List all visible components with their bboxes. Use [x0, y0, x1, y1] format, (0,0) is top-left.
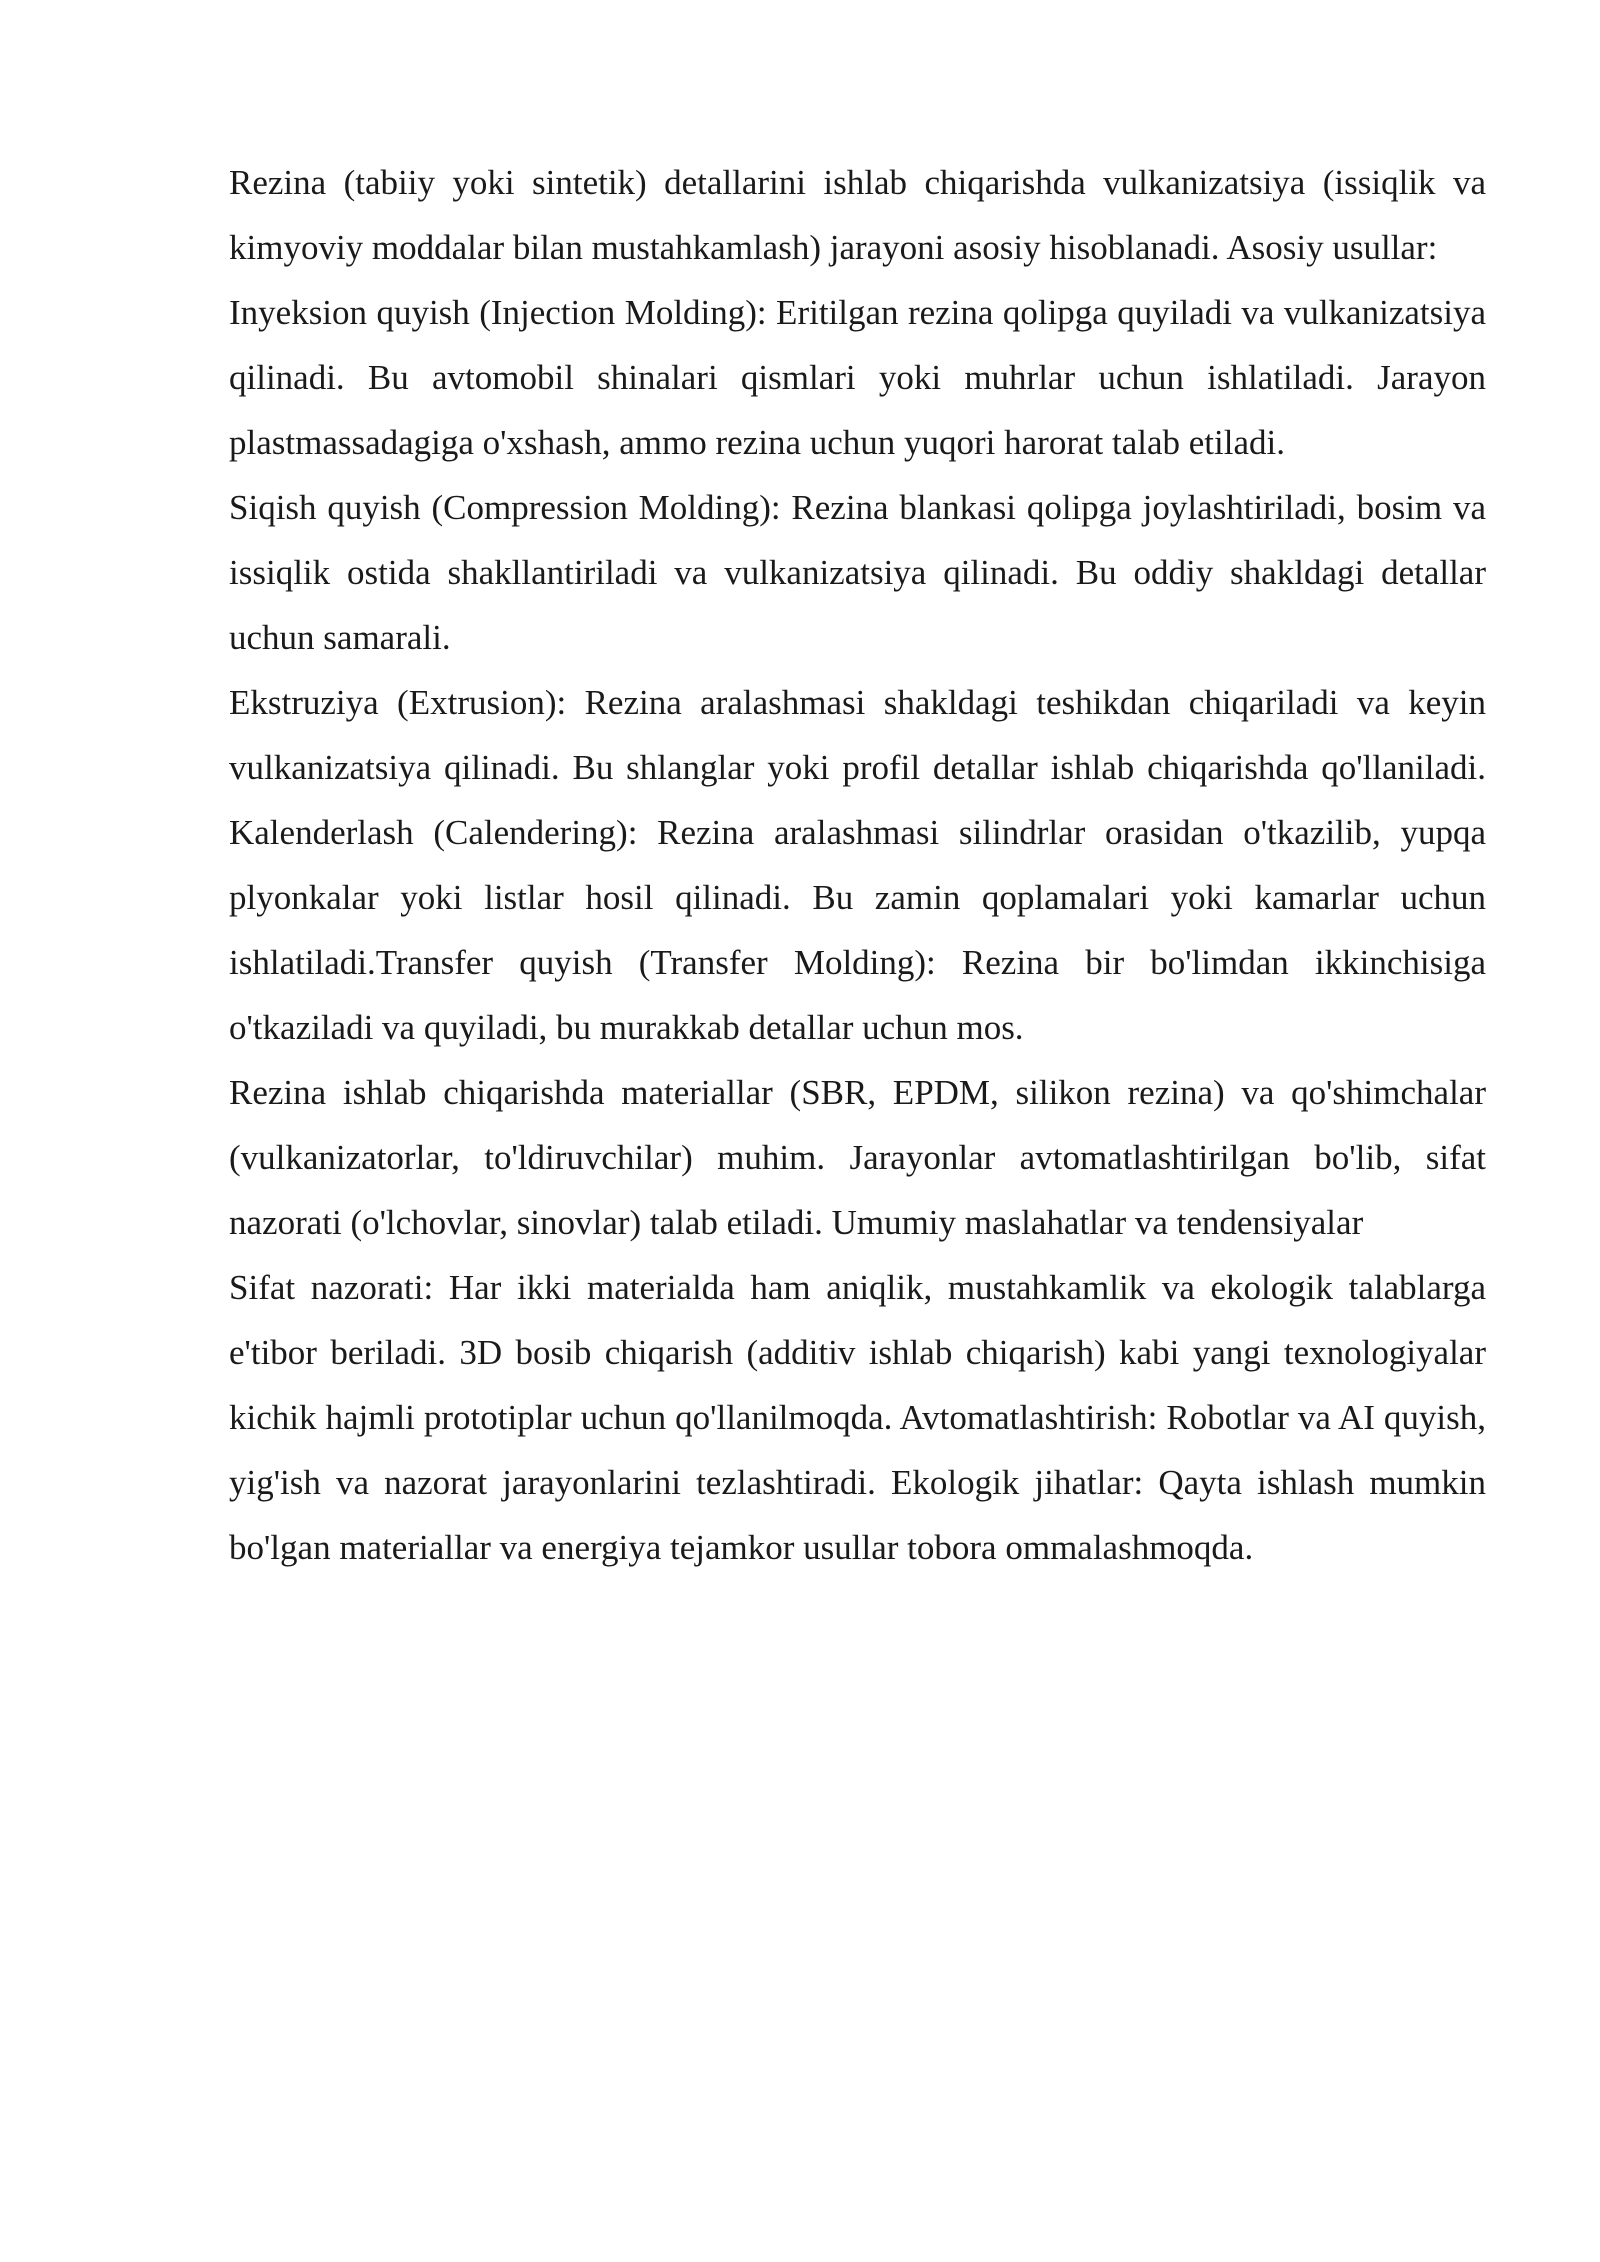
paragraph-quality-trends: Sifat nazorati: Har ikki materialda ham aniqlik, mustahkamlik va ekologik talablarga e'tibor beriladi. 3D bosib chiqarish (additiv ishlab chiqarish) kabi yangi texnologiyalar kichik hajmli prototiplar uchun qo'llanilmoqda. Avtomatlashtirish: Robotlar va AI quyish, yig'ish va nazorat jarayonlarini tezlashtiradi. Ekologik jihatlar: Qayta ishlash mumkin bo'lgan materiallar va energiya tejamkor usullar tobora ommalashmoqda. [229, 1268, 1486, 1567]
paragraph-compression-molding: Siqish quyish (Compression Molding): Rezina blankasi qolipga joylashtiriladi, bosim va issiqlik ostida shakllantiriladi va vulkanizatsiya qilinadi. Bu oddiy shakldagi detallar uchun samarali. [229, 488, 1486, 657]
paragraph-rubber-intro: Rezina (tabiiy yoki sintetik) detallarini ishlab chiqarishda vulkanizatsiya (issiqlik va kimyoviy moddalar bilan mustahkamlash) jarayoni asosiy hisoblanadi. Asosiy usullar: [229, 163, 1486, 267]
paragraph-extrusion-calendering-transfer: Ekstruziya (Extrusion): Rezina aralashmasi shakldagi teshikdan chiqariladi va keyin vulkanizatsiya qilinadi. Bu shlanglar yoki profil detallar ishlab chiqarishda qo'llaniladi. Kalenderlash (Calendering): Rezina aralashmasi silindrlar orasidan o'tkazilib, yupqa plyonkalar yoki listlar hosil qilinadi. Bu zamin qoplamalari yoki kamarlar uchun ishlatiladi.Transfer quyish (Transfer Molding): Rezina bir bo'limdan ikkinchisiga o'tkaziladi va quyiladi, bu murakkab detallar uchun mos. [229, 683, 1486, 1047]
document-body [229, 150, 1486, 1580]
paragraph-materials: Rezina ishlab chiqarishda materiallar (SBR, EPDM, silikon rezina) va qo'shimchalar (vulkanizatorlar, to'ldiruvchilar) muhim. Jarayonlar avtomatlashtirilgan bo'lib, sifat nazorati (o'lchovlar, sinovlar) talab etiladi. Umumiy maslahatlar va tendensiyalar [229, 1073, 1486, 1242]
paragraph-injection-molding: Inyeksion quyish (Injection Molding): Eritilgan rezina qolipga quyiladi va vulkanizatsiya qilinadi. Bu avtomobil shinalari qismlari yoki muhrlar uchun ishlatiladi. Jarayon plastmassadagiga o'xshash, ammo rezina uchun yuqori harorat talab etiladi. [229, 293, 1486, 462]
